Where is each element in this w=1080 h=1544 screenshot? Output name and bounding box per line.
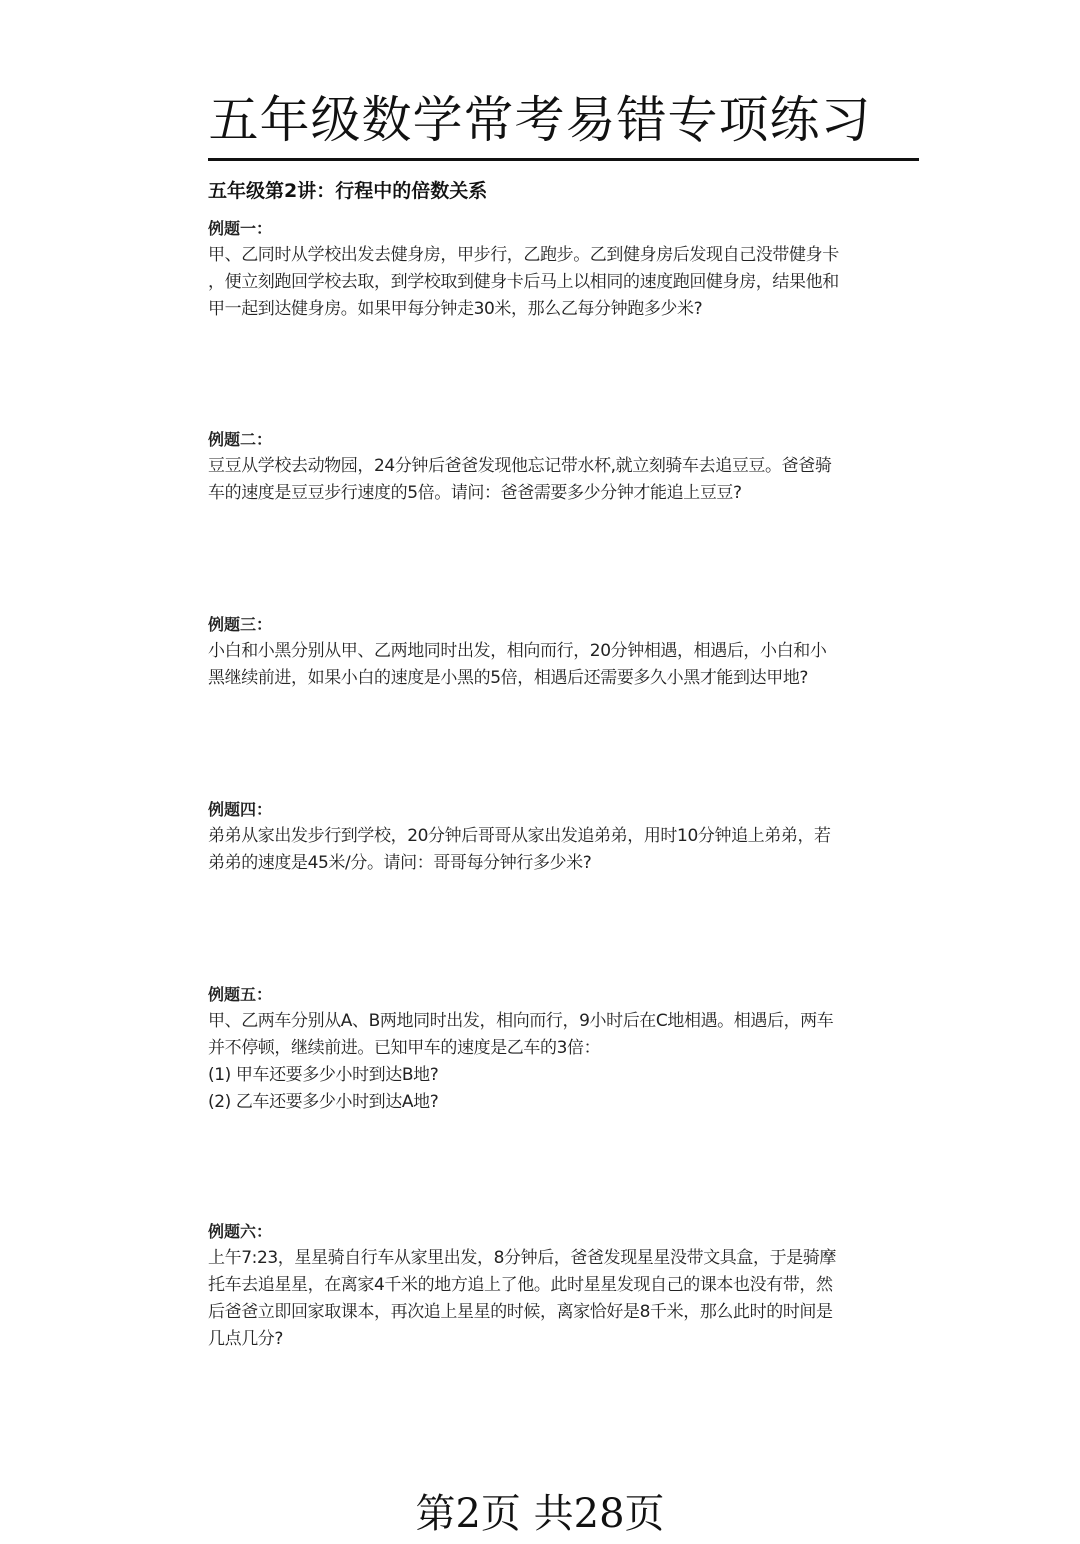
problem-label: 例题四： bbox=[208, 800, 273, 819]
problem-label: 例题三： bbox=[208, 615, 273, 634]
problem-label: 例题五： bbox=[208, 985, 273, 1004]
page-title: 五年级数学常考易错专项练习 bbox=[208, 91, 872, 149]
problem-text-line: (2) 乙车还要多少小时到达A地? bbox=[208, 1092, 439, 1112]
problem-3 bbox=[208, 612, 924, 692]
problem-text-line: 后爸爸立即回家取课本，再次追上星星的时候，离家恰好是8千米，那么此时的时间是 bbox=[208, 1302, 833, 1322]
problem-text-line: 甲、乙两车分别从A、B两地同时出发，相向而行，9小时后在C地相遇。相遇后，两车 bbox=[208, 1011, 834, 1031]
problem-5 bbox=[208, 982, 924, 1116]
problem-2 bbox=[208, 427, 924, 507]
problem-text-line: 上午7:23，星星骑自行车从家里出发，8分钟后，爸爸发现星星没带文具盒，于是骑摩 bbox=[208, 1248, 836, 1268]
problem-text-line: 并不停顿，继续前进。已知甲车的速度是乙车的3倍： bbox=[208, 1038, 601, 1058]
problem-label: 例题一： bbox=[208, 219, 273, 238]
problem-text-line: 弟弟的速度是45米/分。请问：哥哥每分钟行多少米? bbox=[208, 853, 592, 873]
problem-text-line: 豆豆从学校去动物园，24分钟后爸爸发现他忘记带水杯,就立刻骑车去追豆豆。爸爸骑 bbox=[208, 456, 832, 476]
problem-4 bbox=[208, 797, 924, 877]
problem-text-line: 甲一起到达健身房。如果甲每分钟走30米，那么乙每分钟跑多少米? bbox=[208, 299, 703, 319]
problem-text-line: 弟弟从家出发步行到学校，20分钟后哥哥从家出发追弟弟，用时10分钟追上弟弟，若 bbox=[208, 826, 831, 846]
problem-text-line: 甲、乙同时从学校出发去健身房，甲步行，乙跑步。乙到健身房后发现自己没带健身卡 bbox=[208, 245, 839, 265]
problem-label: 例题二： bbox=[208, 430, 273, 449]
problem-6 bbox=[208, 1219, 924, 1353]
lesson-title: 五年级第2讲：行程中的倍数关系 bbox=[208, 180, 488, 202]
problem-text-line: 黑继续前进，如果小白的速度是小黑的5倍，相遇后还需要多久小黑才能到达甲地? bbox=[208, 668, 809, 688]
problem-text-line: 几点几分? bbox=[208, 1329, 284, 1349]
page-number-footer: 第2页 共28页 bbox=[415, 1491, 665, 1537]
problem-text-line: 车的速度是豆豆步行速度的5倍。请问：爸爸需要多少分钟才能追上豆豆? bbox=[208, 483, 742, 503]
problem-label: 例题六： bbox=[208, 1222, 273, 1241]
problem-text-line: (1) 甲车还要多少小时到达B地? bbox=[208, 1065, 439, 1085]
title-divider bbox=[208, 158, 919, 161]
problem-text-line: 托车去追星星，在离家4千米的地方追上了他。此时星星发现自己的课本也没有带，然 bbox=[208, 1275, 833, 1295]
problem-1 bbox=[208, 216, 924, 323]
problem-text-line: ，便立刻跑回学校去取，到学校取到健身卡后马上以相同的速度跑回健身房，结果他和 bbox=[208, 272, 839, 292]
problem-text-line: 小白和小黑分别从甲、乙两地同时出发，相向而行，20分钟相遇，相遇后，小白和小 bbox=[208, 641, 827, 661]
